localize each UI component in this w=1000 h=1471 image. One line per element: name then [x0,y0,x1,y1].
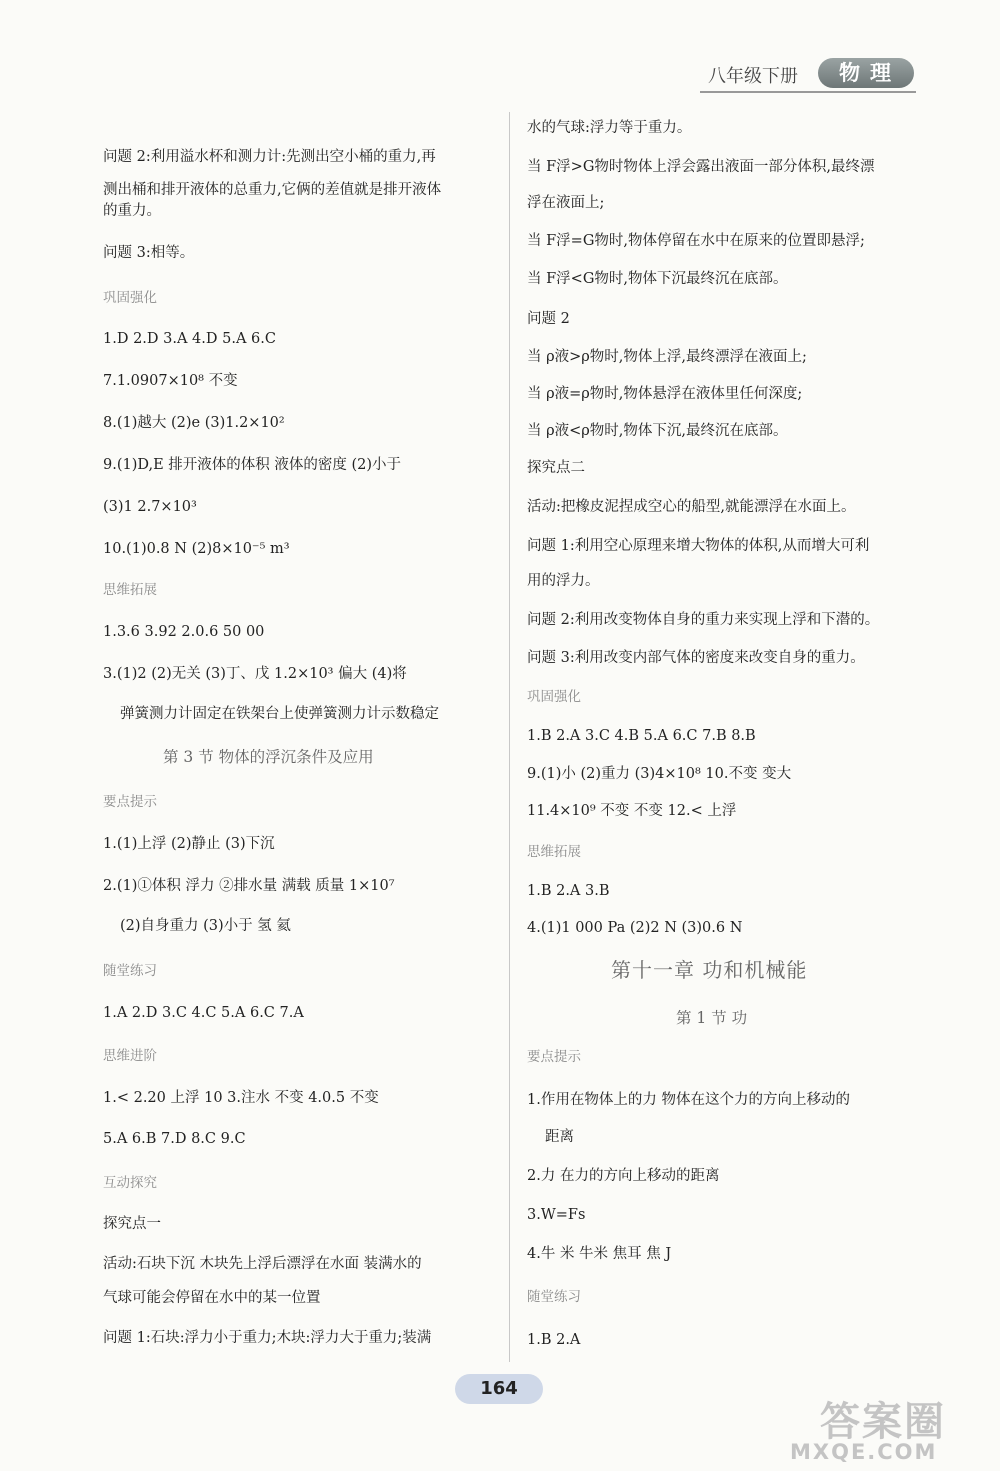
text-line: 4.牛 米 牛米 焦耳 焦 J [527,1246,672,1262]
text-line: 1.(1)上浮 (2)静止 (3)下沉 [103,836,275,852]
text-line: 9.(1)D,E 排开液体的体积 液体的密度 (2)小于 [103,457,402,473]
section-label: 随堂练习 [527,1289,581,1305]
text-line: 1.B 2.A 3.C 4.B 5.A 6.C 7.B 8.B [527,728,756,744]
text-line: 当 ρ液>ρ物时,物体上浮,最终漂浮在液面上; [527,349,807,365]
text-line: 活动:石块下沉 木块先上浮后漂浮在水面 装满水的 [103,1256,422,1272]
watermark-logo-text: 答案圈 [820,1399,946,1445]
text-line: 活动:把橡皮泥捏成空心的船型,就能漂浮在水面上。 [527,499,856,515]
text-line: 问题 2 [527,311,570,327]
text-line: 浮在液面上; [527,195,605,211]
text-line: 9.(1)小 (2)重力 (3)4×10⁸ 10.不变 变大 [527,766,792,782]
header-rule [700,91,916,93]
text-line: 8.(1)越大 (2)e (3)1.2×10² [103,415,285,431]
section-heading: 第 3 节 物体的浮沉条件及应用 [163,748,374,766]
section-label: 巩固强化 [527,689,581,705]
section-label: 巩固强化 [103,290,157,306]
text-line: 1.< 2.20 上浮 10 3.注水 不变 4.0.5 不变 [103,1090,379,1106]
section-label: 互动探究 [103,1175,157,1191]
text-line: (2)自身重力 (3)小于 氢 氦 [120,918,291,934]
chapter-heading: 第十一章 功和机械能 [611,958,808,982]
text-line: 弹簧测力计固定在铁架台上使弹簧测力计示数稳定 [120,706,439,722]
text-line: 1.B 2.A 3.B [527,883,610,899]
text-line: 4.(1)1 000 Pa (2)2 N (3)0.6 N [527,920,743,936]
text-line: 1.3.6 3.92 2.0.6 50 00 [103,624,265,640]
text-line: 1.A 2.D 3.C 4.C 5.A 6.C 7.A [103,1005,304,1021]
text-line: 问题 2:利用溢水杯和测力计:先测出空小桶的重力,再 [103,149,436,165]
watermark-url: MXQE.COM [790,1440,938,1464]
section-label: 思维拓展 [527,844,581,860]
text-line: 1.B 2.A [527,1332,581,1348]
text-line: 问题 2:利用改变物体自身的重力来实现上浮和下潜的。 [527,612,880,628]
subject-badge: 物理 [818,58,914,88]
section-label: 随堂练习 [103,963,157,979]
section-heading: 第 1 节 功 [676,1009,748,1027]
text-line: 问题 3:相等。 [103,245,195,261]
text-line: 的重力。 [103,203,161,219]
text-line: 气球可能会停留在水中的某一位置 [103,1290,321,1306]
page-number: 164 [455,1374,543,1404]
text-line: 1.作用在物体上的力 物体在这个力的方向上移动的 [527,1092,850,1108]
text-line: 11.4×10⁹ 不变 不变 12.< 上浮 [527,803,737,819]
text-line: (3)1 2.7×10³ [103,499,197,515]
text-line: 测出桶和排开液体的总重力,它俩的差值就是排开液体 [103,182,442,198]
text-line: 距离 [545,1129,574,1145]
text-line: 7.1.0907×10⁸ 不变 [103,373,238,389]
text-line: 问题 3:利用改变内部气体的密度来改变自身的重力。 [527,650,865,666]
text-line: 用的浮力。 [527,573,600,589]
text-line: 1.D 2.D 3.A 4.D 5.A 6.C [103,331,276,347]
text-line: 水的气球:浮力等于重力。 [527,120,692,136]
text-line: 当 ρ液=ρ物时,物体悬浮在液体里任何深度; [527,386,803,402]
text-line: 当 F浮<G物时,物体下沉最终沉在底部。 [527,271,788,287]
text-line: 3.W=Fs [527,1207,586,1223]
text-line: 问题 1:利用空心原理来增大物体的体积,从而增大可利 [527,538,870,554]
text-line: 当 F浮>G物时物体上浮会露出液面一部分体积,最终漂 [527,159,875,175]
text-line: 探究点一 [103,1216,161,1232]
text-line: 10.(1)0.8 N (2)8×10⁻⁵ m³ [103,541,290,557]
grade-label: 八年级下册 [708,66,798,87]
page-header [700,58,920,92]
text-line: 当 ρ液<ρ物时,物体下沉,最终沉在底部。 [527,423,788,439]
section-label: 要点提示 [527,1049,581,1065]
text-line: 5.A 6.B 7.D 8.C 9.C [103,1131,246,1147]
column-divider [509,112,510,1362]
text-line: 探究点二 [527,460,585,476]
text-line: 当 F浮=G物时,物体停留在水中在原来的位置即悬浮; [527,233,865,249]
watermark [790,1390,990,1465]
text-line: 2.(1)①体积 浮力 ②排水量 满载 质量 1×10⁷ [103,878,395,894]
section-label: 思维拓展 [103,582,157,598]
text-line: 3.(1)2 (2)无关 (3)丁、戊 1.2×10³ 偏大 (4)将 [103,666,407,682]
text-line: 问题 1:石块:浮力小于重力;木块:浮力大于重力;装满 [103,1330,432,1346]
text-line: 2.力 在力的方向上移动的距离 [527,1168,720,1184]
section-label: 要点提示 [103,794,157,810]
section-label: 思维进阶 [103,1048,157,1064]
